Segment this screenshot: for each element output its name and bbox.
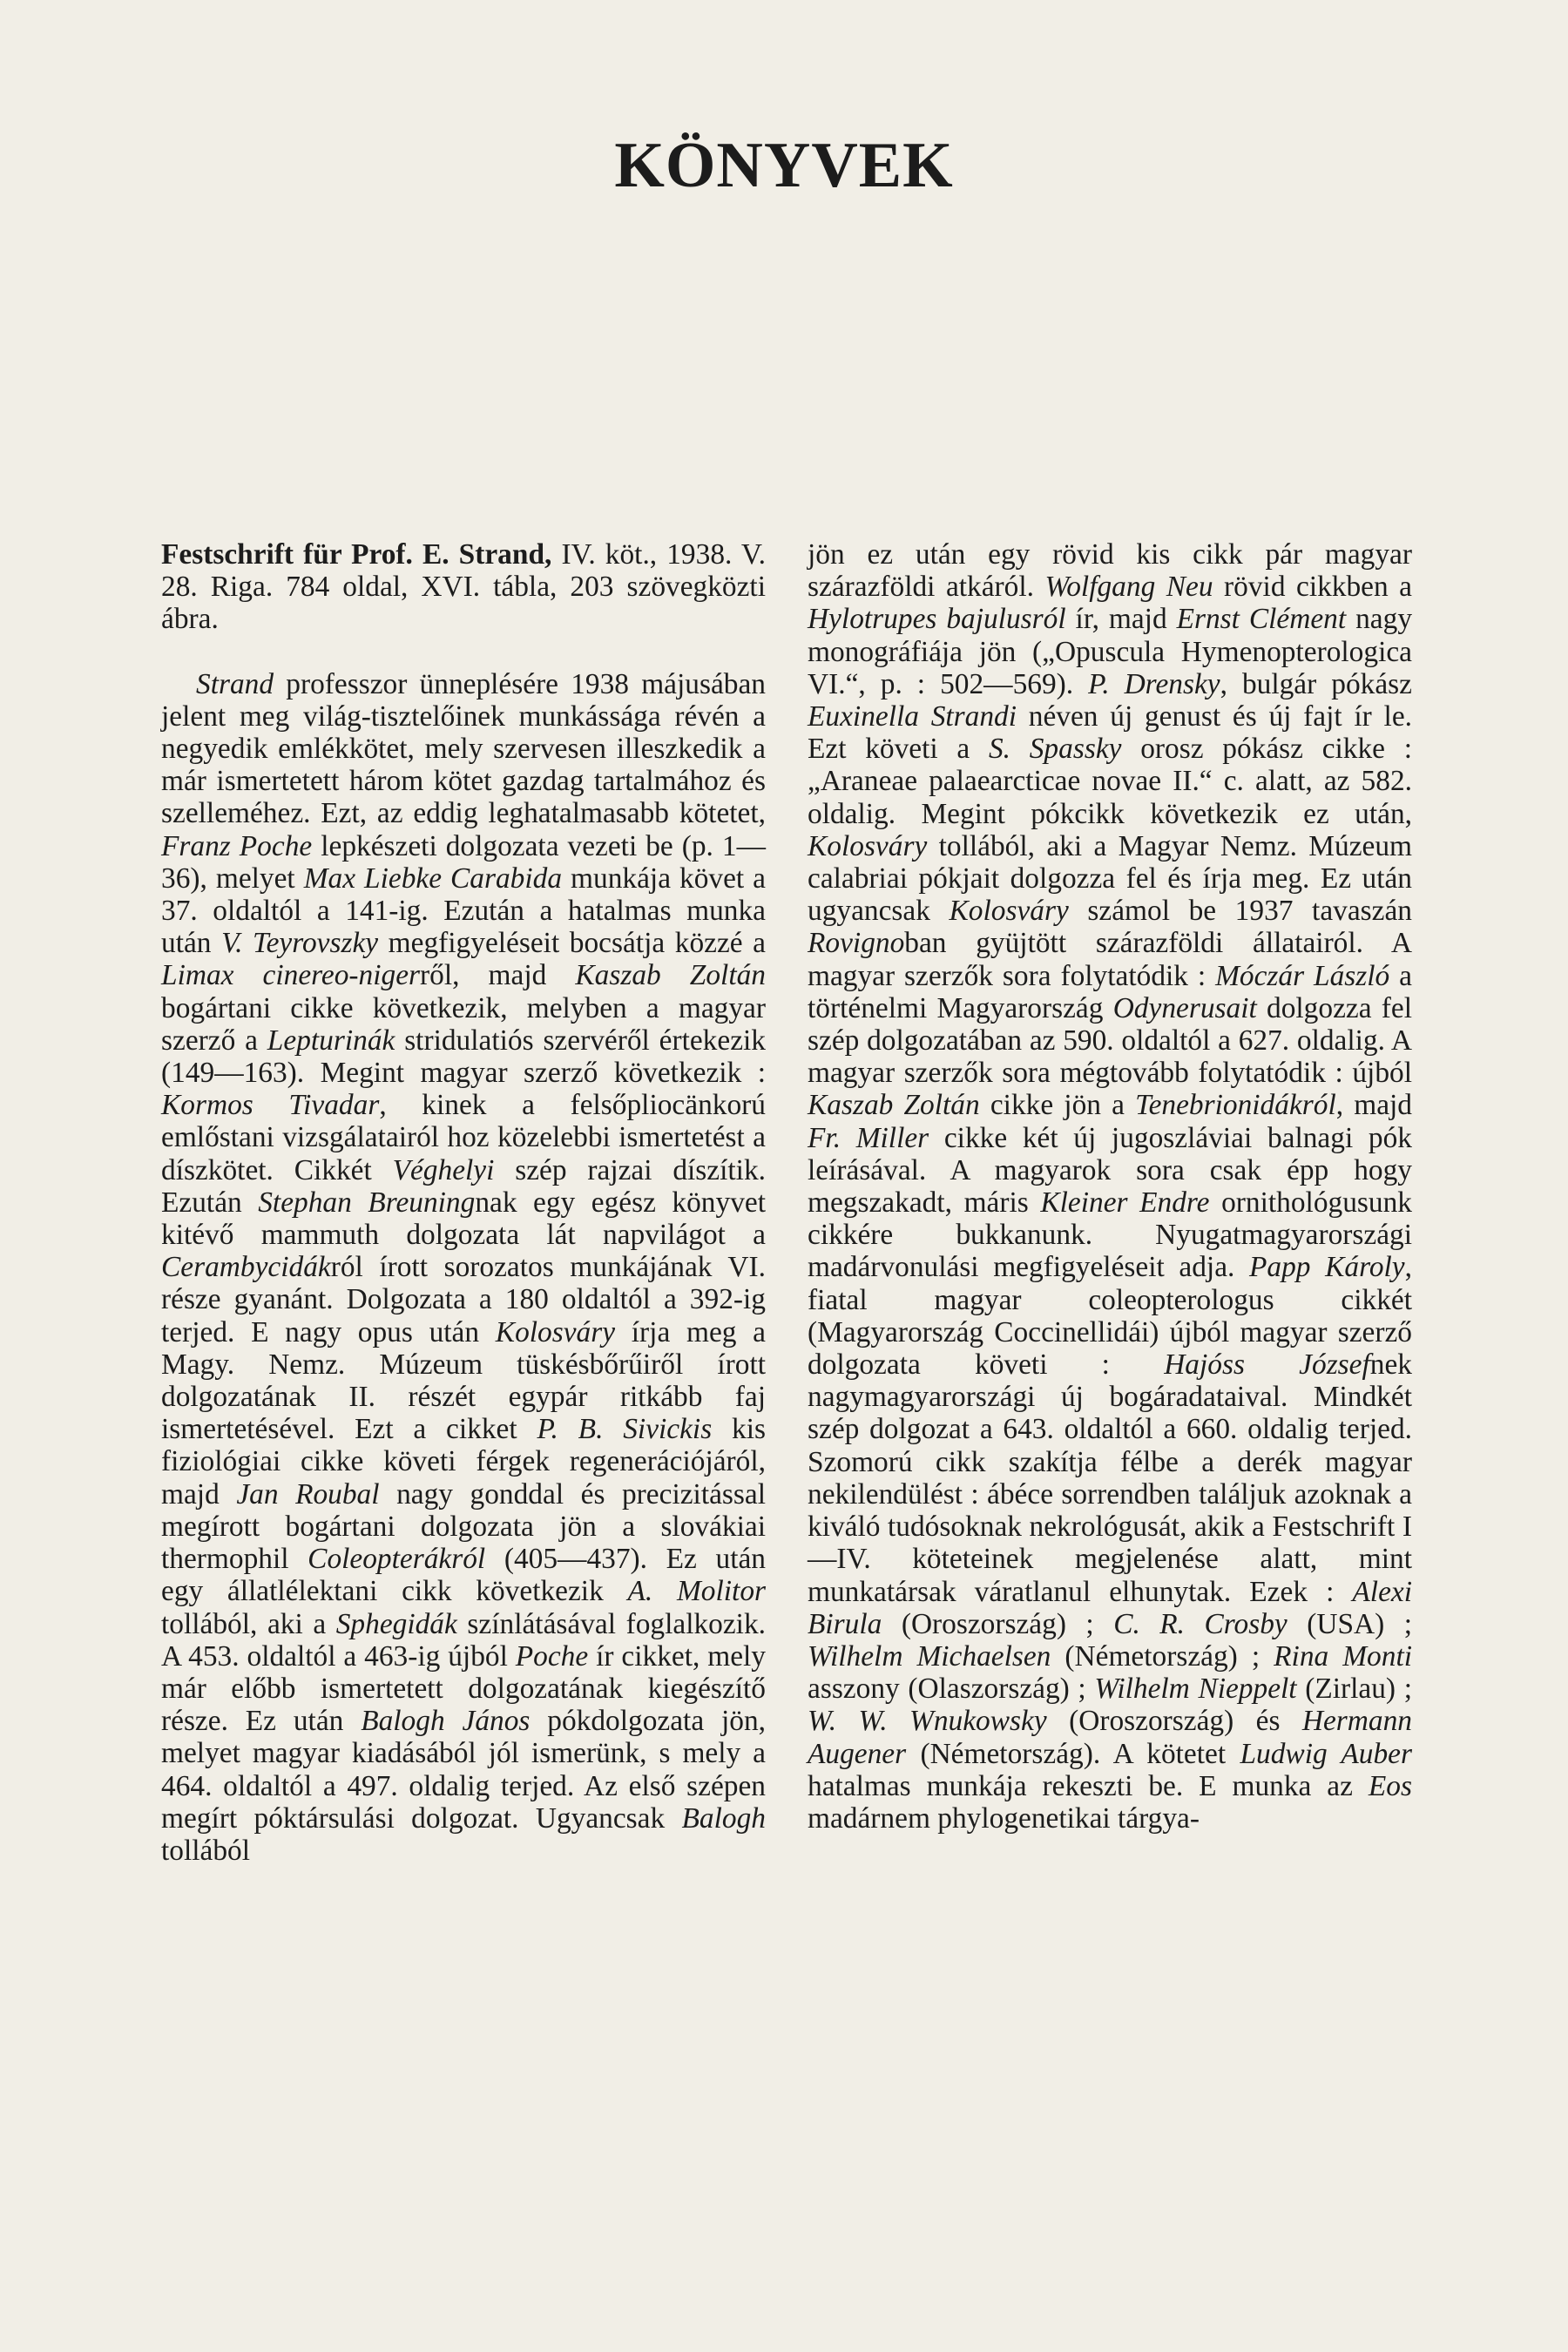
article-heading: Festschrift für Prof. E. Strand, (161, 538, 552, 571)
italic-name-run: Odynerusait (1112, 991, 1257, 1024)
italic-name-run: Balogh (681, 1801, 766, 1835)
text-run: pókdolgozata jön, melyet magyar kiadásából jól ismerünk, s mely a 464. oldaltól a 497. oldalig terjed. Az első szépen megírt póktársulási dolgozat. Ugyancsak (161, 1705, 767, 1835)
italic-name-run: Wilhelm Michaelsen (808, 1639, 1051, 1673)
italic-name-run: Sphegidák (335, 1607, 457, 1640)
italic-name-run: P. B. Sivickis (537, 1413, 713, 1446)
text-run: , bulgár pókász (1220, 667, 1412, 700)
italic-name-run: Kaszab Zoltán (575, 959, 766, 992)
text-run: (Németország) ; (1051, 1639, 1274, 1673)
text-run: hatalmas munkája rekeszti be. E munka az (808, 1769, 1369, 1802)
italic-name-run: Kolosváry (949, 895, 1069, 928)
text-run: ornithológusunk cikkére bukkanunk. Nyugatmagyarországi madárvonulási megfigyeléseit adja. (808, 1186, 1412, 1284)
text-run: nagy gonddal és precizitással megírott bogártani dolgozata jön a slovákiai thermophil (161, 1477, 767, 1576)
italic-name-run: P. Drensky (1088, 667, 1220, 700)
text-run: tollából (161, 1834, 251, 1867)
italic-name-run: Alexi Birula (808, 1575, 1412, 1640)
text-run: (Zirlau) ; (1296, 1673, 1412, 1706)
italic-name-run: C. R. Crosby (1113, 1607, 1288, 1640)
italic-name-run: Hajóss József (1164, 1348, 1370, 1382)
italic-name-run: Jan Roubal (236, 1477, 380, 1511)
text-run: madárnem phylogenetikai tárgya- (808, 1801, 1200, 1835)
text-run: cikke két új jugoszláviai balnagi pók leírásával. A magyarok sora csak épp hogy megszakadt, máris (808, 1121, 1412, 1220)
text-run: , kinek a felsőpliocänkorú emlőstani vizsgálatairól hoz közelebbi ismertetést a díszkötet. Cikkét (161, 1089, 766, 1186)
italic-name-run: Kolosváry (495, 1315, 616, 1348)
italic-name-run: Euxinella Strandi (808, 700, 1017, 733)
text-run: munkája követ a 37. oldaltól a 141-ig. Ezután a hatalmas munka után (161, 862, 766, 960)
text-run: bogártani cikke következik, melyben a magyar szerző a (161, 991, 766, 1057)
show-through-text-left (166, 253, 775, 514)
text-run: ban gyüjtött szárazföldi állatairól. A magyar szerzők sora folytatódik : (808, 927, 1412, 992)
text-run: megfigyeléseit bocsátja közzé a (378, 927, 766, 960)
text-run: nek nagymagyarországi új bogáradataival. Mindkét szép dolgozat a 643. oldaltól a 660. oldalig terjed. Szomorú cikk szakítja félbe a derék magyar nekilendülést : ábéce sorrendben találjuk azoknak a kiváló tudósoknak nekrológusát, akik a Festschrift I—IV. köteteinek megjelenése alatt, mint munkatársak váratlanul elhunytak. Ezek : (808, 1348, 1412, 1608)
text-run: nagy monográfiája jön („Opuscula Hymenopterologica VI.“, p. : 502—569). (808, 603, 1413, 700)
text-run: a történelmi Magyarország (808, 959, 1412, 1024)
italic-name-run: Ludwig Auber (1240, 1737, 1412, 1770)
italic-name-run: Kleiner Endre (1040, 1186, 1210, 1220)
italic-name-run: A. Molitor (627, 1575, 767, 1608)
italic-name-run: Coleopterákról (308, 1543, 486, 1576)
paragraph-spacer (161, 636, 766, 668)
text-run: szép rajzai díszítik. Ezután (161, 1153, 766, 1219)
italic-name-run: Lepturinák (267, 1024, 395, 1057)
text-run: nak egy egész könyvet kitévő mammuth dolgozata lát napvilágot a (161, 1186, 766, 1252)
text-run: (Oroszország) és (1046, 1705, 1302, 1738)
page-title: KÖNYVEK (614, 130, 954, 201)
text-run: jön ez után egy rövid kis cikk pár magyar szárazföldi atkáról. (808, 538, 1412, 604)
text-run: asszony (Olaszország) ; (808, 1673, 1095, 1706)
italic-name-run: S. Spassky (988, 733, 1122, 766)
italic-name-run: Papp Károly (1249, 1251, 1405, 1284)
text-run: , majd (1335, 1089, 1412, 1122)
italic-name-run: Stephan Breuning (258, 1186, 476, 1219)
italic-name-run: Kolosváry (808, 829, 928, 862)
article-citation (161, 538, 766, 636)
italic-name-run: Ernst Clément (1176, 603, 1347, 636)
italic-name-run: V. Teyrovszky (221, 927, 379, 960)
text-run: rövid cikkben a (1213, 571, 1412, 604)
text-run: , fiatal magyar coleopterologus cikkét (Magyarország Coccinellidái) újból magyar szerző dolgozata követi : (808, 1251, 1412, 1382)
italic-name-run: Wilhelm Nieppelt (1094, 1673, 1297, 1706)
right-column-body (808, 538, 1412, 1835)
italic-name-run: Strand (196, 667, 274, 700)
text-run: orosz pókász cikke : „Araneae palaearcticae novae II.“ c. alatt, az 582. oldalig. Megint pókcikk következik ez után, (808, 733, 1413, 830)
italic-name-run: Max Liebke Carabida (303, 862, 563, 895)
italic-name-run: Wolfgang Neu (1044, 571, 1213, 604)
italic-name-run: Hylotrupes bajulusról (808, 603, 1066, 636)
italic-name-run: Kaszab Zoltán (808, 1089, 980, 1122)
italic-name-run: W. W. Wnukowsky (808, 1705, 1047, 1738)
italic-name-run: Eos (1368, 1769, 1412, 1802)
italic-name-run: Tenebrionidákról (1135, 1089, 1336, 1122)
text-run: (Németország). A kötetet (906, 1737, 1240, 1770)
italic-name-run: Véghelyi (392, 1153, 495, 1186)
text-run: ről, majd (420, 959, 576, 992)
text-run: ír, majd (1065, 603, 1177, 636)
text-run: professzor ünneplésére 1938 májusában jelent meg világ-tisztelőinek munkássága révén a negyedik emlékkötet, mely szervesen illeszkedik a már ismertetett három kötet gazdag tartalmához és szelleméhez. Ezt, az eddig leghatalmasabb kötetet, (161, 667, 766, 830)
text-run: kis fiziológiai cikke követi férgek regenerációjáról, majd (161, 1413, 766, 1511)
left-column-body (161, 668, 766, 1868)
text-run: stridulatiós szervéről értekezik (149—163). Megint magyar szerző következik : (161, 1024, 766, 1090)
text-run: dolgozza fel szép dolgozatában az 590. oldaltól a 627. oldalig. A magyar szerzők sora mégtovább folytatódik : újból (808, 991, 1412, 1090)
text-run: írja meg a Magy. Nemz. Múzeum tüskésbőrűiről írott dolgozatának II. részét egypár ritkább faj ismertetésével. Ezt a cikket (161, 1315, 766, 1446)
text-run: tollából, aki a Magyar Nemz. Múzeum calabriai pókjait dolgozza fel és írja meg. Ez után ugyancsak (808, 829, 1412, 928)
text-run: (405—437). Ez után egy állatlélektani cikk következik (161, 1543, 766, 1608)
italic-name-run: Franz Poche (161, 829, 313, 862)
right-column (808, 538, 1412, 1835)
italic-name-run: Poche (515, 1639, 589, 1673)
text-run: színlátásával foglalkozik. A 453. oldaltól a 463-ig újból (161, 1607, 766, 1673)
article-citation-tail: IV. köt., 1938. V. 28. Riga. 784 oldal, XVI. tábla, 203 szövegközti ábra. (161, 538, 766, 636)
italic-name-run: Balogh János (361, 1705, 531, 1738)
italic-name-run: Cerambycidák (161, 1251, 331, 1284)
show-through-text-right (819, 253, 1429, 514)
text-run: ír cikket, mely már előbb ismertetett dolgozatának kiegészítő része. Ez után (161, 1639, 766, 1738)
text-run: (Oroszország) ; (882, 1607, 1114, 1640)
text-run: (USA) ; (1287, 1607, 1412, 1640)
text-run: cikke jön a (979, 1089, 1136, 1122)
italic-name-run: Fr. Miller (808, 1121, 929, 1154)
italic-name-run: Limax cinereo-niger (161, 959, 421, 992)
italic-name-run: Rovigno (808, 927, 905, 960)
italic-name-run: Kormos Tivadar (161, 1089, 380, 1122)
left-column (161, 538, 766, 1867)
italic-name-run: Móczár László (1215, 959, 1390, 992)
italic-name-run: Hermann Augener (808, 1705, 1413, 1770)
italic-name-run: Rina Monti (1274, 1639, 1412, 1673)
text-run: néven új genust és új fajt ír le. Ezt követi a (808, 700, 1412, 766)
text-run: tollából, aki a (161, 1607, 336, 1640)
text-run: számol be 1937 tavaszán (1068, 895, 1412, 928)
text-run: lepkészeti dolgozata vezeti be (p. 1—36), melyet (161, 829, 766, 895)
text-run: ról írott sorozatos munkájának VI. része gyanánt. Dolgozata a 180 oldaltól a 392-ig terjed. E nagy opus után (161, 1251, 766, 1348)
